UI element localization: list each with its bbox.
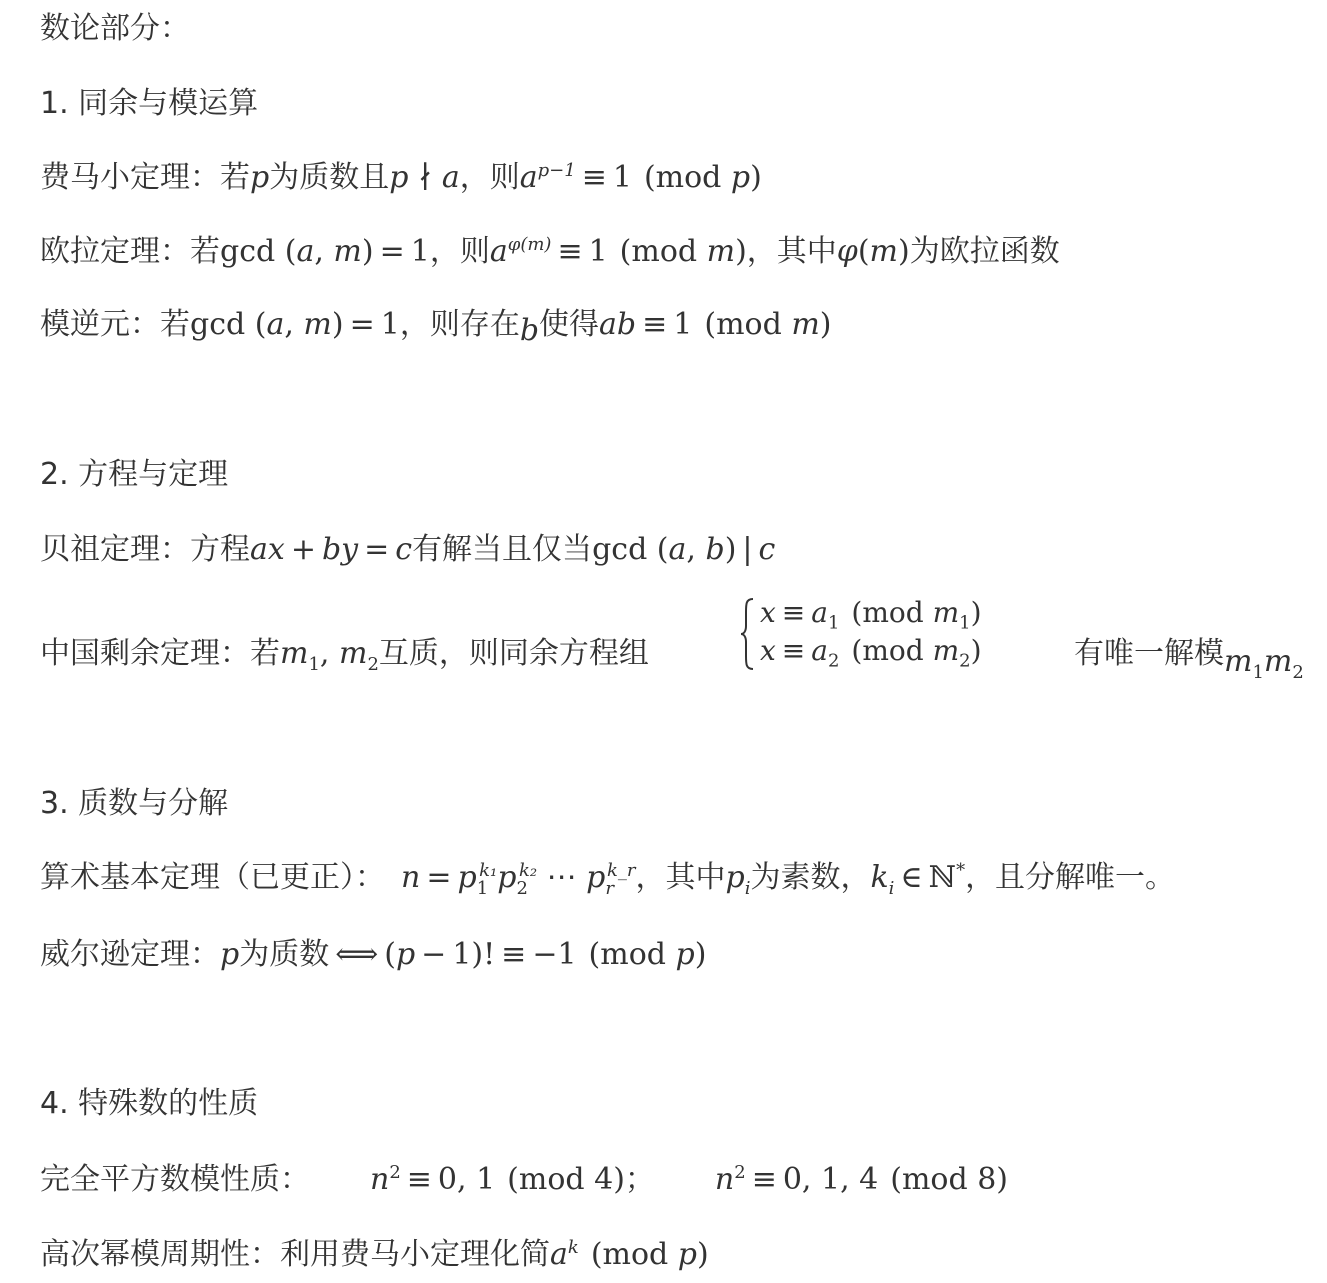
euler-label: 欧拉定理： bbox=[40, 234, 190, 269]
wilson-formula: p为质数 ⟺ (p − 1)! ≡ −1 (mod p) bbox=[220, 937, 707, 972]
power-label: 高次幂模周期性： bbox=[40, 1237, 280, 1272]
section-3-heading: 3. 质数与分解 bbox=[40, 786, 229, 821]
crt-theorem bbox=[40, 634, 649, 674]
section-4-heading: 4. 特殊数的性质 bbox=[40, 1086, 259, 1121]
bezout-label: 贝祖定理： bbox=[40, 532, 190, 567]
inverse-label: 模逆元： bbox=[40, 307, 160, 342]
square-label: 完全平方数模性质： bbox=[40, 1162, 310, 1197]
left-brace-icon bbox=[740, 598, 754, 670]
crt-equation-1: $x \equiv a_1$ (mod $m_1$) bbox=[760, 596, 982, 634]
fundamental-theorem bbox=[40, 858, 1175, 898]
power-periodicity bbox=[40, 1235, 709, 1275]
euler-theorem bbox=[40, 232, 1060, 272]
fermat-theorem bbox=[40, 158, 762, 198]
power-formula: 利用费马小定理化简$a^k$ (mod p) bbox=[280, 1237, 709, 1272]
section-1-heading: 1. 同余与模运算 bbox=[40, 86, 259, 121]
fermat-label: 费马小定理： bbox=[40, 160, 220, 195]
square-mod-property bbox=[40, 1160, 1008, 1200]
crt-label: 中国剩余定理： bbox=[40, 636, 250, 671]
fundamental-label: 算术基本定理（已更正）： bbox=[40, 860, 385, 895]
bezout-formula: 方程ax + by = c有解当且仅当gcd (a, b) | c bbox=[190, 532, 776, 567]
bezout-theorem bbox=[40, 530, 775, 570]
crt-equation-2: $x \equiv a_2$ (mod $m_2$) bbox=[760, 634, 982, 672]
inverse-formula: 若gcd (a, m) = 1，则存在b使得ab ≡ 1 (mod m) bbox=[160, 307, 832, 348]
fermat-formula: 若p为质数且p ∤ a，则$a^{p-1} \equiv 1$ (mod p) bbox=[220, 160, 762, 195]
crt-conclusion: 有唯一解模$m_1m_2$ bbox=[1074, 636, 1304, 683]
document-title: 数论部分： bbox=[40, 11, 190, 46]
euler-formula: 若gcd (a, m) = 1，则$a^{\varphi(m)} \equiv 1$ (mod m)，其中φ(m)为欧拉函数 bbox=[190, 234, 1060, 269]
fundamental-formula: $n = p_1^{k_1}p_2^{k_2}$ ⋯ $p_r^{k\_r}$，其中$p_i$为素数，$k_i$ ∈ ℕ*，且分解唯一。 bbox=[401, 860, 1176, 899]
modular-inverse bbox=[40, 305, 832, 348]
section-2-heading: 2. 方程与定理 bbox=[40, 457, 229, 492]
square-formula: $n^2 \equiv 0$, 1 (mod 4)； $n^2 \equiv 0$, 1, 4 (mod 8) bbox=[370, 1162, 1008, 1197]
wilson-label: 威尔逊定理： bbox=[40, 937, 220, 972]
wilson-theorem bbox=[40, 935, 706, 975]
crt-condition: 若$m_1$, $m_2$互质，则同余方程组 bbox=[250, 636, 649, 675]
